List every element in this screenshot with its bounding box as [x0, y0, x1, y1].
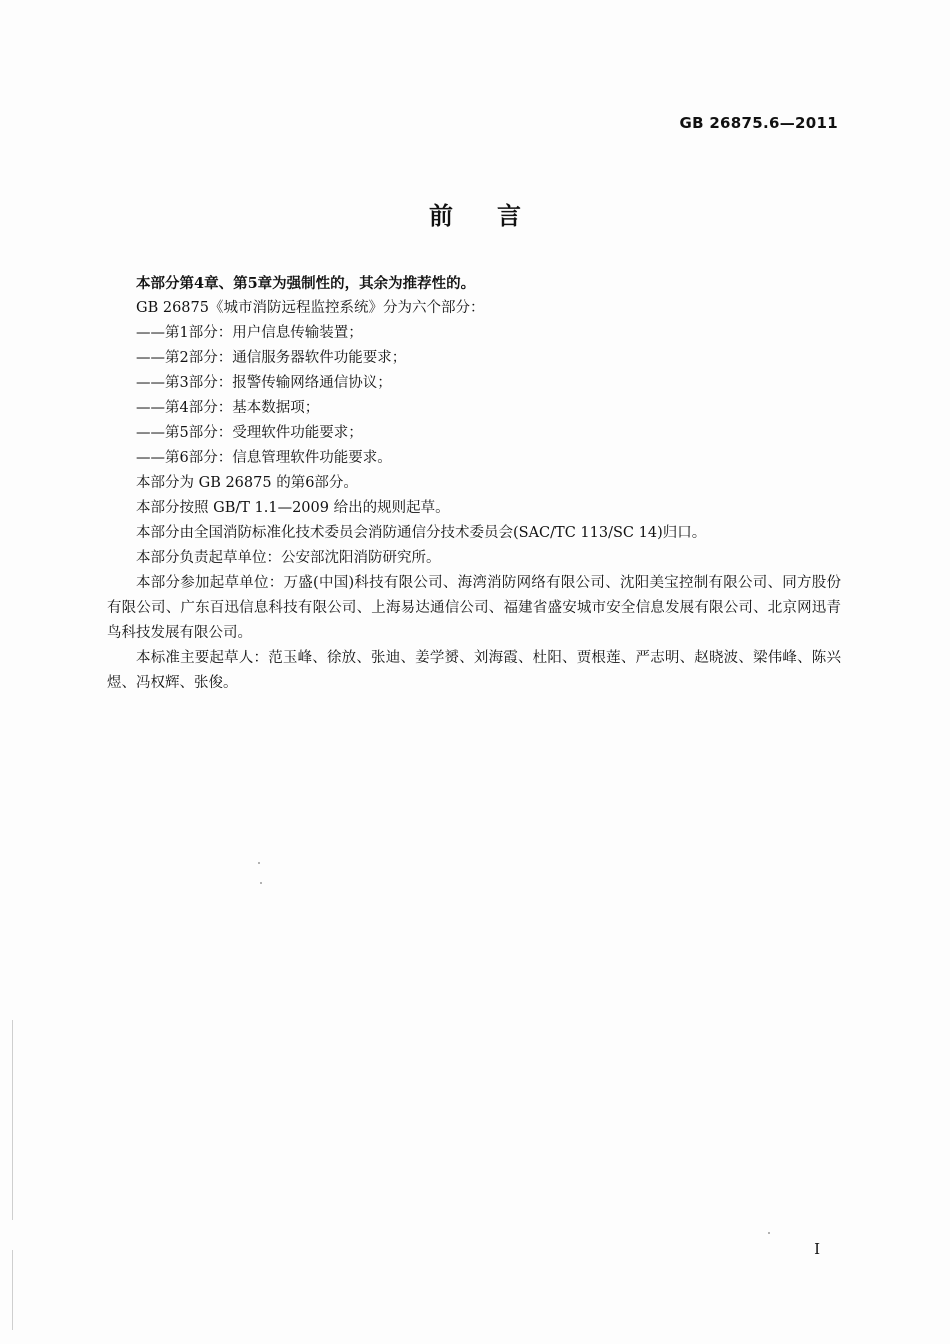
list-item-part-1: ——第1部分：用户信息传输装置； — [136, 325, 363, 341]
scan-speck — [260, 882, 262, 884]
list-item-part-2: ——第2部分：通信服务器软件功能要求； — [136, 350, 407, 366]
scan-speck — [768, 1232, 770, 1234]
standard-code: GB 26875.6—2011 — [679, 114, 838, 132]
paragraph-series-intro: GB 26875《城市消防远程监控系统》分为六个部分： — [136, 300, 485, 316]
list-item-part-3: ——第3部分：报警传输网络通信协议； — [136, 375, 392, 391]
list-item-part-6: ——第6部分：信息管理软件功能要求。 — [136, 450, 392, 466]
page-title: 前言 — [429, 202, 565, 230]
scan-edge-mark — [12, 1250, 13, 1330]
list-item-part-5: ——第5部分：受理软件功能要求； — [136, 425, 363, 441]
scan-speck — [258, 862, 260, 864]
paragraph-main-drafters: 本标准主要起草人：范玉峰、徐放、张迪、姜学赟、刘海霞、杜阳、贾根莲、严志明、赵晓波、梁伟峰、陈兴煜、冯权辉、张俊。 — [107, 650, 841, 691]
page-number: I — [814, 1240, 820, 1258]
foreword-body — [107, 271, 841, 696]
paragraph-drafting-rules: 本部分按照 GB/T 1.1—2009 给出的规则起草。 — [136, 500, 450, 516]
scan-edge-mark — [12, 1020, 13, 1220]
paragraph-lead-drafter: 本部分负责起草单位：公安部沈阳消防研究所。 — [136, 550, 441, 566]
paragraph-mandatory-note: 本部分第4章、第5章为强制性的，其余为推荐性的。 — [136, 275, 476, 292]
paragraph-part-number: 本部分为 GB 26875 的第6部分。 — [136, 475, 358, 491]
paragraph-technical-committee: 本部分由全国消防标准化技术委员会消防通信分技术委员会(SAC/TC 113/SC 14)归口。 — [136, 525, 707, 541]
paragraph-participating-units: 本部分参加起草单位：万盛(中国)科技有限公司、海湾消防网络有限公司、沈阳美宝控制有限公司、同方股份有限公司、广东百迅信息科技有限公司、上海易达通信公司、福建省盛安城市安全信息发展有限公司、北京网迅青鸟科技发展有限公司。 — [107, 575, 841, 641]
list-item-part-4: ——第4部分：基本数据项； — [136, 400, 320, 416]
